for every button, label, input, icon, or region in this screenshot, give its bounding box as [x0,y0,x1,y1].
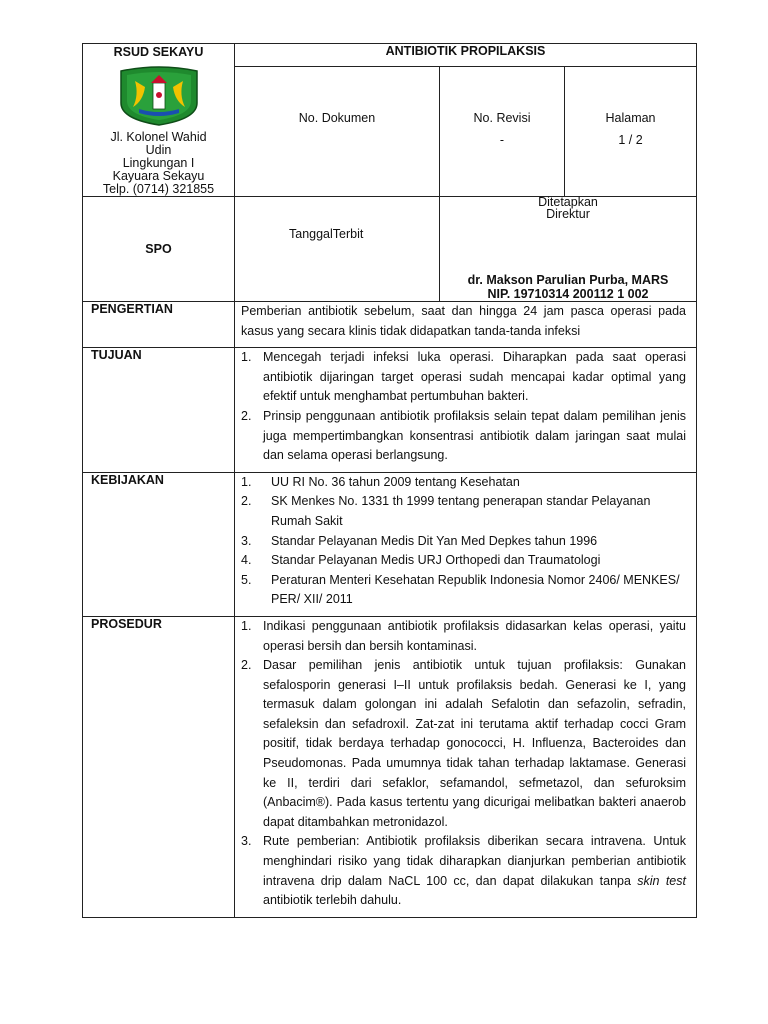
tujuan-content [235,348,697,473]
document-title: ANTIBIOTIK PROPILAKSIS [385,44,546,58]
list-item: 3. Standar Pelayanan Medis Dit Yan Med Depkes tahun 1996 [241,533,598,548]
prosedur-content [235,616,697,917]
tanggal-terbit-cell [235,197,440,302]
prosedur-list [241,617,686,911]
ditetapkan-cell [440,197,697,302]
halaman-value: 1 / 2 [618,133,643,148]
kebijakan-content [235,472,697,616]
spo-label: SPO [145,242,172,256]
no-dokumen-label: No. Dokumen [298,111,376,126]
list-item: 1. UU RI No. 36 tahun 2009 tentang Kesehatan [241,474,520,489]
document-title-cell [235,44,697,67]
spo-table [82,43,697,918]
list-item: 1. Mencegah terjadi infeksi luka operasi. Diharapkan pada saat operasi antibiotik dijaringan target operasi sudah mencapai kadar optimal yang efektif untuk menghambat pertumbuhan bakteri. [241,350,686,404]
tanggal-terbit-label: TanggalTerbit [289,227,364,241]
no-revisi-label: No. Revisi [473,111,531,126]
ditetapkan-label: Ditetapkan [538,195,598,209]
address-line-2: Udin [145,143,172,157]
halaman-cell [565,67,697,197]
list-item: 5. Peraturan Menteri Kesehatan Republik Indonesia Nomor 2406/ MENKES/ PER/ XII/ 2011 [241,572,680,607]
hospital-identity-cell [83,44,235,197]
director-nip: NIP. 19710314 200112 1 002 [487,287,649,301]
no-revisi-cell [440,67,565,197]
pengertian-label: PENGERTIAN [83,302,235,348]
list-item: 2. SK Menkes No. 1331 th 1999 tentang penerapan standar Pelayanan Rumah Sakit [241,494,651,528]
tujuan-list [241,348,686,466]
tujuan-label: TUJUAN [83,348,235,473]
shield-logo-icon [115,65,203,127]
no-revisi-value: - [499,133,505,148]
prosedur-label: PROSEDUR [83,616,235,917]
list-item: 2. Prinsip penggunaan antibiotik profilaksis selain tepat dalam pemilihan jenis juga mempertimbangkan konsentrasi antibiotik dalam jaringan saat mulai dan selama operasi berlangsung. [241,408,686,463]
direktur-label: Direktur [546,207,590,221]
list-item: 1. Indikasi penggunaan antibiotik profilaksis didasarkan kelas operasi, yaitu operasi bersih dan bersih kontaminasi. [241,618,686,653]
skin-test-emphasis: skin test [637,873,686,888]
spo-cell [83,197,235,302]
address-line-5: Telp. (0714) 321855 [102,182,215,196]
address-line-3: Lingkungan I [122,156,195,170]
pengertian-content [235,302,697,348]
document-page [82,43,696,918]
hospital-logo [115,65,203,127]
hospital-name: RSUD SEKAYU [113,45,204,59]
halaman-label: Halaman [605,111,656,126]
director-name: dr. Makson Parulian Purba, MARS [467,273,669,287]
pengertian-text: Pemberian antibiotik sebelum, saat dan hingga 24 jam pasca operasi pada kasus yang secara klinis tidak didapatkan tanda-tanda infeksi [241,304,686,338]
address-line-1: Jl. Kolonel Wahid [110,130,207,144]
kebijakan-label: KEBIJAKAN [83,472,235,616]
director-signature-block [440,273,696,301]
no-dokumen-cell [235,67,440,197]
list-item: 4. Standar Pelayanan Medis URJ Orthopedi dan Traumatologi [241,553,601,568]
list-item: 2. Dasar pemilihan jenis antibiotik untuk tujuan profilaksis: Gunakan sefalosporin generasi I–II untuk profilaksis bedah. Generasi ke I, yang termasuk dalam golongan ini adalah Sefalotin dan sefazolin, sefradin, sefaleksin dan sefadroxil. Zat-zat ini terutama aktif terhadap cocci Gram positif, tidak berdaya terhadap gonococci, H. Influenza, Bacteroides dan Pseudomonas. Pada umumnya tidak tahan terhadap laktamase. Generasi ke II, terdiri dari sefaklor, sefamandol, sefmetazol, dan sefuroksim (Anbacim®). Pada kasus tertentu yang dicurigai melibatkan bakteri anaerob dapat ditambahkan metronidazol. [241,658,686,829]
list-item: 3. Rute pemberian: Antibiotik profilaksis diberikan secara intravena. Untuk menghindari risiko yang tidak diharapkan dianjurkan pemberian antibiotik intravena drip dalam NaCL 100 cc, dan dapat dilakukan tanpa skin test antibiotik terlebih dahulu. [241,834,686,908]
kebijakan-list [241,473,686,610]
address-line-4: Kayuara Sekayu [112,169,205,183]
